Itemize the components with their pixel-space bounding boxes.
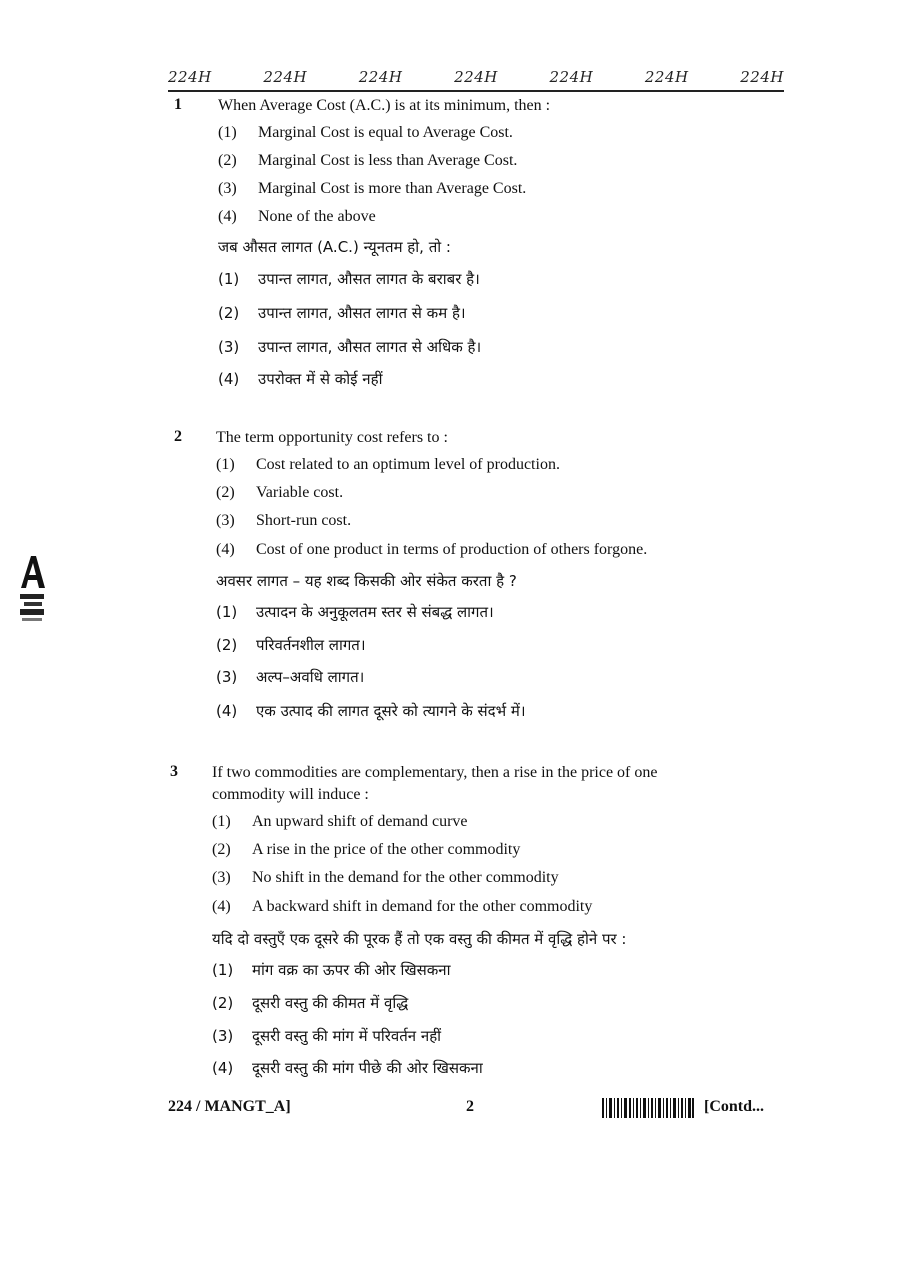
option-number: (1) [218, 270, 240, 288]
option-number: (4) [218, 370, 240, 388]
question-2-option [216, 512, 351, 530]
option-number: (3) [216, 668, 238, 686]
question-1-text-hindi: जब औसत लागत (A.C.) न्यूनतम हो, तो : [218, 238, 451, 256]
question-2-option-hindi [216, 701, 526, 721]
option-text: एक उत्पाद की लागत दूसरे को त्यागने के संदर्भ में। [256, 702, 526, 720]
option-text: A rise in the price of the other commodity [252, 841, 521, 858]
question-3-option [212, 869, 559, 887]
question-2-option [216, 456, 560, 474]
question-2-option-hindi [216, 602, 494, 622]
question-3-option [212, 813, 468, 831]
question-2-text-hindi: अवसर लागत – यह शब्द किसकी ओर संकेत करता है ? [216, 572, 517, 590]
option-text: उपान्त लागत, औसत लागत से अधिक है। [258, 338, 482, 356]
option-text: परिवर्तनशील लागत। [256, 636, 366, 654]
option-number: (4) [218, 208, 237, 225]
question-2-option-hindi [216, 667, 364, 687]
option-number: (2) [218, 152, 237, 169]
option-number: (2) [216, 636, 238, 654]
question-1-option-hindi [218, 303, 466, 323]
option-number: (3) [218, 338, 240, 356]
option-text: Marginal Cost is less than Average Cost. [258, 152, 518, 169]
question-1-option-hindi [218, 269, 480, 289]
question-1-option [218, 180, 526, 198]
question-3-option [212, 898, 592, 916]
option-text: Variable cost. [256, 484, 344, 501]
option-text: उपरोक्त में से कोई नहीं [258, 370, 383, 388]
header-stamp: 224H [168, 68, 212, 86]
question-3-option-hindi [212, 993, 408, 1013]
option-number: (1) [216, 456, 235, 473]
option-number: (3) [218, 180, 237, 197]
option-text: Marginal Cost is equal to Average Cost. [258, 124, 513, 141]
option-number: (2) [212, 841, 231, 858]
header-stamp: 224H [549, 68, 594, 86]
header-stamp: 224H [644, 68, 689, 86]
question-1-number: 1 [174, 96, 182, 113]
option-number: (4) [212, 898, 231, 915]
option-text: उपान्त लागत, औसत लागत के बराबर है। [258, 270, 480, 288]
option-text: Marginal Cost is more than Average Cost. [258, 180, 527, 197]
question-1-option-hindi [218, 337, 481, 357]
question-2-option-hindi [216, 635, 366, 655]
option-number: (4) [212, 1059, 234, 1077]
header-stamp: 224H [740, 68, 784, 86]
option-number: (4) [216, 541, 235, 558]
option-number: (1) [216, 603, 238, 621]
question-1-text: When Average Cost (A.C.) is at its minimum, then : [218, 97, 551, 114]
option-text: दूसरी वस्तु की कीमत में वृद्धि [252, 994, 409, 1012]
option-text: अल्प–अवधि लागत। [256, 668, 365, 686]
barcode [602, 1098, 694, 1118]
option-number: (2) [216, 484, 235, 501]
option-text: Cost of one product in terms of production of others forgone. [256, 541, 648, 558]
question-3-option-hindi [212, 1058, 483, 1078]
question-3-text-line2: commodity will induce : [212, 786, 369, 803]
option-number: (4) [216, 702, 238, 720]
question-2-text: The term opportunity cost refers to : [216, 429, 448, 446]
option-text: दूसरी वस्तु की मांग पीछे की ओर खिसकना [252, 1059, 483, 1077]
option-number: (1) [218, 124, 237, 141]
question-2-number: 2 [174, 428, 182, 445]
question-1-option-hindi [218, 369, 382, 389]
option-number: (3) [216, 512, 235, 529]
page-number: 2 [466, 1098, 474, 1115]
header-stamp: 224H [263, 68, 308, 86]
option-text: उत्पादन के अनुकूलतम स्तर से संबद्ध लागत। [256, 603, 494, 621]
question-3-option [212, 841, 520, 859]
question-3-text-hindi: यदि दो वस्तुएँ एक दूसरे की पूरक हैं तो एक वस्तु की कीमत में वृद्धि होने पर : [212, 930, 627, 948]
option-text: A backward shift in demand for the other commodity [252, 898, 593, 915]
header-stamp: 224H [454, 68, 498, 86]
option-number: (1) [212, 813, 231, 830]
question-2-option [216, 484, 343, 502]
option-number: (2) [218, 304, 240, 322]
option-text: Cost related to an optimum level of production. [256, 456, 560, 473]
set-mark-logo [18, 552, 46, 632]
option-text: None of the above [258, 208, 376, 225]
question-1-option [218, 208, 376, 226]
question-3-option-hindi [212, 1026, 441, 1046]
option-text: No shift in the demand for the other commodity [252, 869, 559, 886]
question-3-number: 3 [170, 763, 178, 780]
question-1-option [218, 124, 513, 142]
option-number: (3) [212, 1027, 234, 1045]
option-number: (2) [212, 994, 234, 1012]
option-text: मांग वक्र का ऊपर की ओर खिसकना [252, 961, 451, 979]
option-number: (1) [212, 961, 234, 979]
option-text: An upward shift of demand curve [252, 813, 468, 830]
header-stamp-strip [168, 58, 784, 92]
option-text: Short-run cost. [256, 512, 352, 529]
question-3-option-hindi [212, 960, 451, 980]
question-1-option [218, 152, 517, 170]
option-number: (3) [212, 869, 231, 886]
question-3-text-line1: If two commodities are complementary, then a rise in the price of one [212, 764, 658, 781]
option-text: उपान्त लागत, औसत लागत से कम है। [258, 304, 466, 322]
header-stamp: 224H [358, 68, 403, 86]
continued-marker: [Contd... [704, 1098, 765, 1115]
option-text: दूसरी वस्तु की मांग में परिवर्तन नहीं [252, 1027, 442, 1045]
question-2-option [216, 541, 647, 559]
paper-code: 224 / MANGT_A] [168, 1098, 291, 1115]
